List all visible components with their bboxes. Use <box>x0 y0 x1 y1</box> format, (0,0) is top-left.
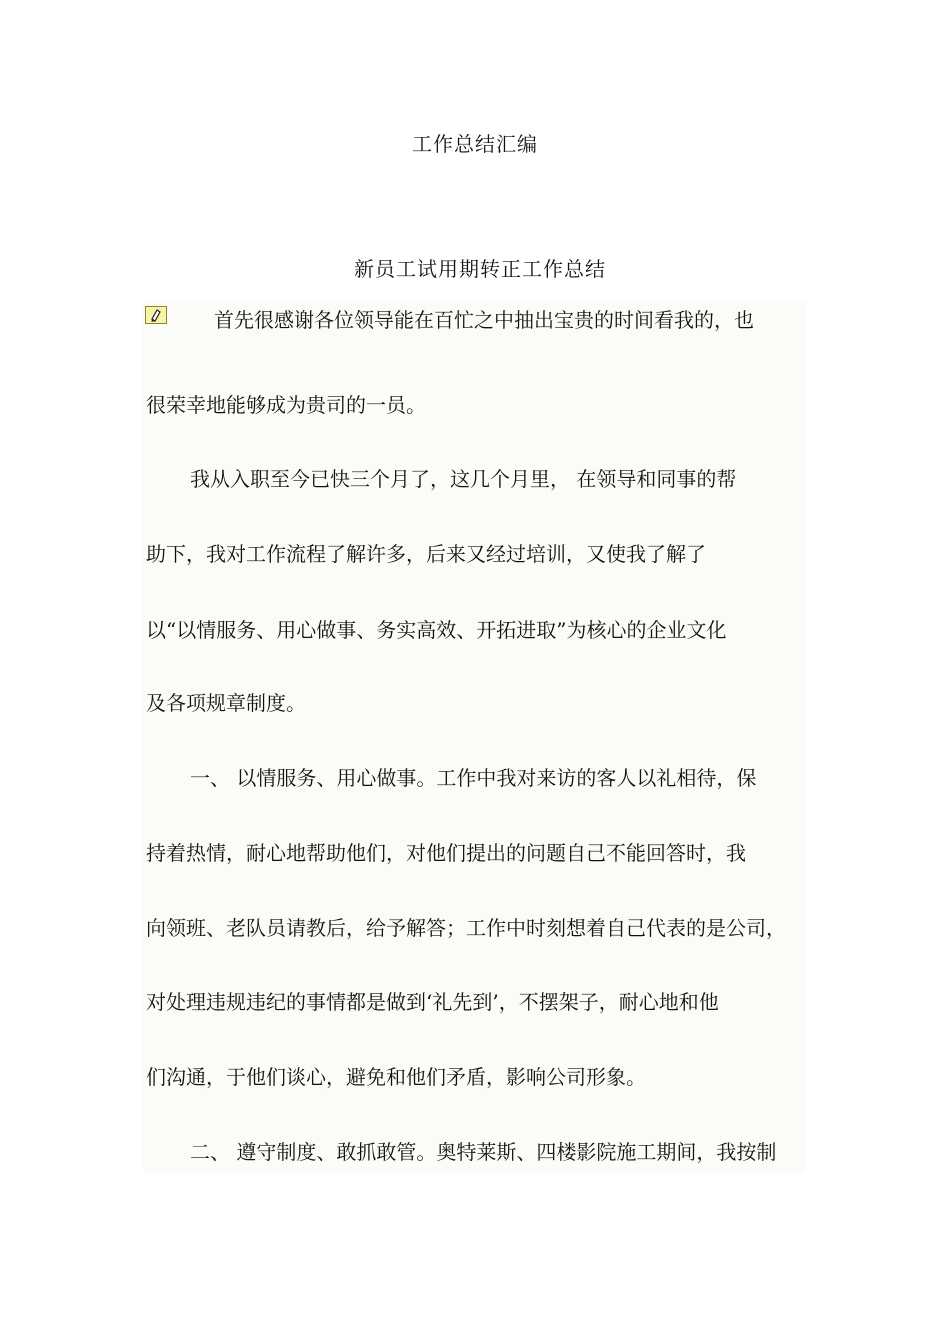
page-header: 工作总结汇编 <box>412 132 538 156</box>
paragraph-line: 一、 以情服务、用心做事。工作中我对来访的客人以礼相待，保 <box>190 766 757 790</box>
paragraph-line: 以“以情服务、用心做事、务实高效、开拓进取”为核心的企业文化 <box>146 618 727 642</box>
paragraph-line: 二、 遵守制度、敢抓敢管。奥特莱斯、四楼影院施工期间，我按制 <box>190 1140 777 1164</box>
paragraph-line: 很荣幸地能够成为贵司的一员。 <box>146 393 426 417</box>
paragraph-line: 对处理违规违纪的事情都是做到‘礼先到’，不摆架子，耐心地和他 <box>146 990 719 1014</box>
paragraph-line: 助下，我对工作流程了解许多，后来又经过培训，又使我了解了 <box>146 542 706 566</box>
note-icon[interactable] <box>145 306 167 324</box>
paragraph-line: 们沟通，于他们谈心，避免和他们矛盾，影响公司形象。 <box>146 1065 646 1089</box>
paragraph-line: 及各项规章制度。 <box>146 691 306 715</box>
paragraph-line: 我从入职至今已快三个月了，这几个月里， 在领导和同事的帮 <box>190 467 737 491</box>
paragraph-line: 持着热情，耐心地帮助他们，对他们提出的问题自己不能回答时，我 <box>146 841 746 865</box>
document-title: 新员工试用期转正工作总结 <box>354 257 606 281</box>
paragraph-line: 向领班、老队员请教后，给予解答；工作中时刻想着自己代表的是公司， <box>146 916 786 940</box>
paragraph-line: 首先很感谢各位领导能在百忙之中抽出宝贵的时间看我的，也 <box>214 308 754 332</box>
body-text-block <box>143 300 806 1173</box>
